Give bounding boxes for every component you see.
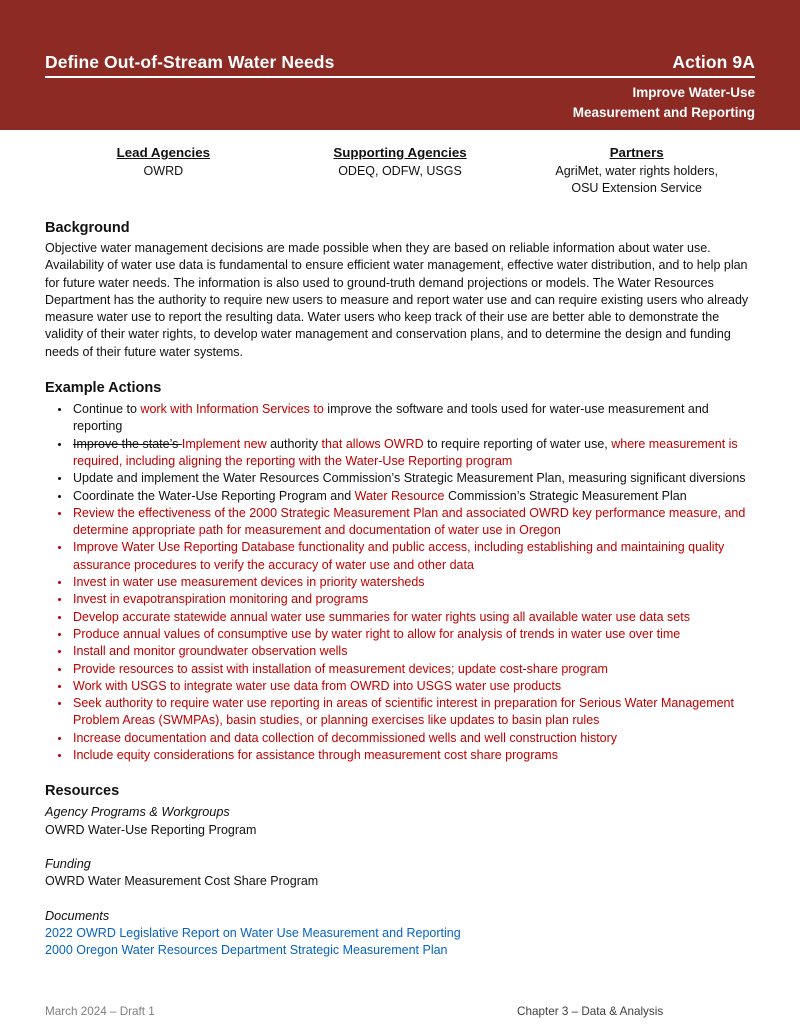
list-item: [71, 678, 755, 695]
resources-groups: [45, 804, 755, 960]
text-segment: Commission’s Strategic Measurement Plan: [447, 488, 687, 503]
agency-value: ODEQ, ODFW, USGS: [338, 164, 462, 178]
text-segment: Update and implement the Water Resources Commission’s Strategic Measurement Plan, measuring significant diversions: [73, 471, 746, 486]
list-item: [71, 505, 755, 540]
text-segment: Invest in water use measurement devices in priority watersheds: [73, 575, 425, 590]
agency-column-header: Partners: [609, 145, 664, 160]
text-segment: Review the effectiveness of the 2000 Strategic Measurement Plan and associated OWRD key performance measure, and determine appropriate path for measurement and documentation of water use in Oregon: [73, 505, 746, 538]
list-item: [71, 730, 755, 747]
resource-entry: OWRD Water-Use Reporting Program: [45, 822, 257, 837]
resources-heading: Resources: [45, 783, 120, 800]
text-segment: Improve the state’s: [73, 436, 182, 451]
agency-value: OWRD: [143, 164, 184, 178]
list-item: [71, 591, 755, 608]
text-segment: Implement new: [181, 436, 271, 451]
agency-column-header: Lead Agencies: [116, 145, 211, 160]
text-segment: Provide resources to assist with installation of measurement devices; update cost-share program: [73, 661, 608, 676]
resource-group: [45, 804, 755, 839]
list-item: [71, 747, 755, 764]
document-link[interactable]: 2000 Oregon Water Resources Department Strategic Measurement Plan: [45, 943, 448, 958]
page-content: [0, 220, 800, 960]
text-segment: Include equity considerations for assistance through measurement cost share programs: [73, 748, 558, 763]
text-segment: Install and monitor groundwater observation wells: [73, 644, 348, 659]
text-segment: Work with USGS to integrate water use data from OWRD into USGS water use products: [73, 678, 562, 693]
text-segment: Coordinate the Water-Use Reporting Program and: [73, 488, 355, 503]
text-segment: Seek authority to require water use reporting in areas of scientific interest in preparation for Serious Water Management Problem Areas (SWMPAs), basin studies, or planning exercises like updates to basin plan rules: [73, 696, 734, 728]
text-segment: work with Information Services to: [140, 402, 328, 417]
document-link[interactable]: 2022 OWRD Legislative Report on Water Use Measurement and Reporting: [45, 925, 461, 940]
text-segment: Increase documentation and data collection of decommissioned wells and well construction history: [73, 730, 618, 745]
background-heading: Background: [45, 220, 130, 236]
text-segment: Invest in evapotranspiration monitoring and programs: [73, 592, 369, 607]
resource-group: [45, 908, 755, 960]
list-item: [71, 539, 755, 574]
resource-group-label: Funding: [45, 856, 91, 871]
text-segment: Develop accurate statewide annual water use summaries for water rights using all available water use data sets: [73, 609, 690, 624]
resource-group-label: Agency Programs & Workgroups: [45, 805, 230, 820]
agency-column: [518, 145, 755, 196]
list-item: [71, 626, 755, 643]
text-segment: Continue to: [73, 402, 141, 417]
example-actions-heading: Example Actions: [45, 380, 162, 397]
list-item: [71, 436, 755, 471]
agency-value: OSU Extension Service: [571, 180, 702, 195]
text-segment: Improve Water Use Reporting Database functionality and public access, including establishing and maintaining quality assurance procedures to verify the accuracy of water use and other data: [73, 540, 725, 572]
text-segment: authority: [270, 436, 322, 451]
resource-entry: OWRD Water Measurement Cost Share Program: [45, 874, 319, 889]
agency-column: [282, 145, 519, 196]
list-item: [71, 470, 755, 487]
action-subtitle: [45, 83, 755, 122]
agency-value: AgriMet, water rights holders,: [555, 164, 718, 178]
banner-title-row: [45, 0, 755, 78]
background-paragraph: Objective water management decisions are made possible when they are based on reliable information about water use. Availability of water use data is fundamental to ensure efficient water management, effective water distribution, and to help plan for future water needs. The information is also used to ground-truth demand projections or models. The Water Resources Department has the authority to require new users to measure and report water use and can require existing users who already measure water use to report the resulting data. Water users who keep track of their use are better able to demonstrate the validity of their water rights, to develop water management and conservation plans, and to determine the design and funding needs of their future water systems.: [45, 241, 749, 359]
text-segment: where measurement is required, including aligning the reporting with the Water-Use Reporting program: [73, 436, 738, 468]
action-subtitle-line2: Measurement and Reporting: [572, 104, 755, 120]
list-item: [71, 401, 755, 436]
agencies-row: [45, 145, 755, 196]
text-segment: improve the software and tools used for water-use measurement and reporting: [73, 402, 709, 434]
text-segment: to require reporting of water use,: [427, 436, 612, 451]
action-subtitle-line1: Improve Water-Use: [632, 85, 755, 100]
text-segment: Produce annual values of consumptive use by water right to allow for analysis of trends in water use over time: [73, 626, 681, 641]
list-item: [71, 609, 755, 626]
text-segment: Water Resource: [354, 488, 448, 503]
page-title: Define Out-of-Stream Water Needs: [45, 52, 335, 72]
page-banner: [0, 0, 800, 130]
page-footer: [45, 1005, 755, 1021]
agency-column-header: Supporting Agencies: [333, 145, 467, 160]
agency-column: [45, 145, 282, 196]
example-actions-list: [45, 401, 755, 764]
footer-date: March 2024 – Draft 1: [45, 1005, 155, 1018]
action-number: Action 9A: [672, 52, 755, 72]
resource-group-label: Documents: [45, 908, 110, 923]
footer-chapter: Chapter 3 – Data & Analysis: [517, 1005, 664, 1018]
list-item: [71, 574, 755, 591]
list-item: [71, 643, 755, 660]
list-item: [71, 695, 755, 730]
list-item: [71, 488, 755, 505]
text-segment: that allows OWRD: [321, 436, 428, 451]
resource-group: [45, 856, 755, 891]
list-item: [71, 661, 755, 678]
